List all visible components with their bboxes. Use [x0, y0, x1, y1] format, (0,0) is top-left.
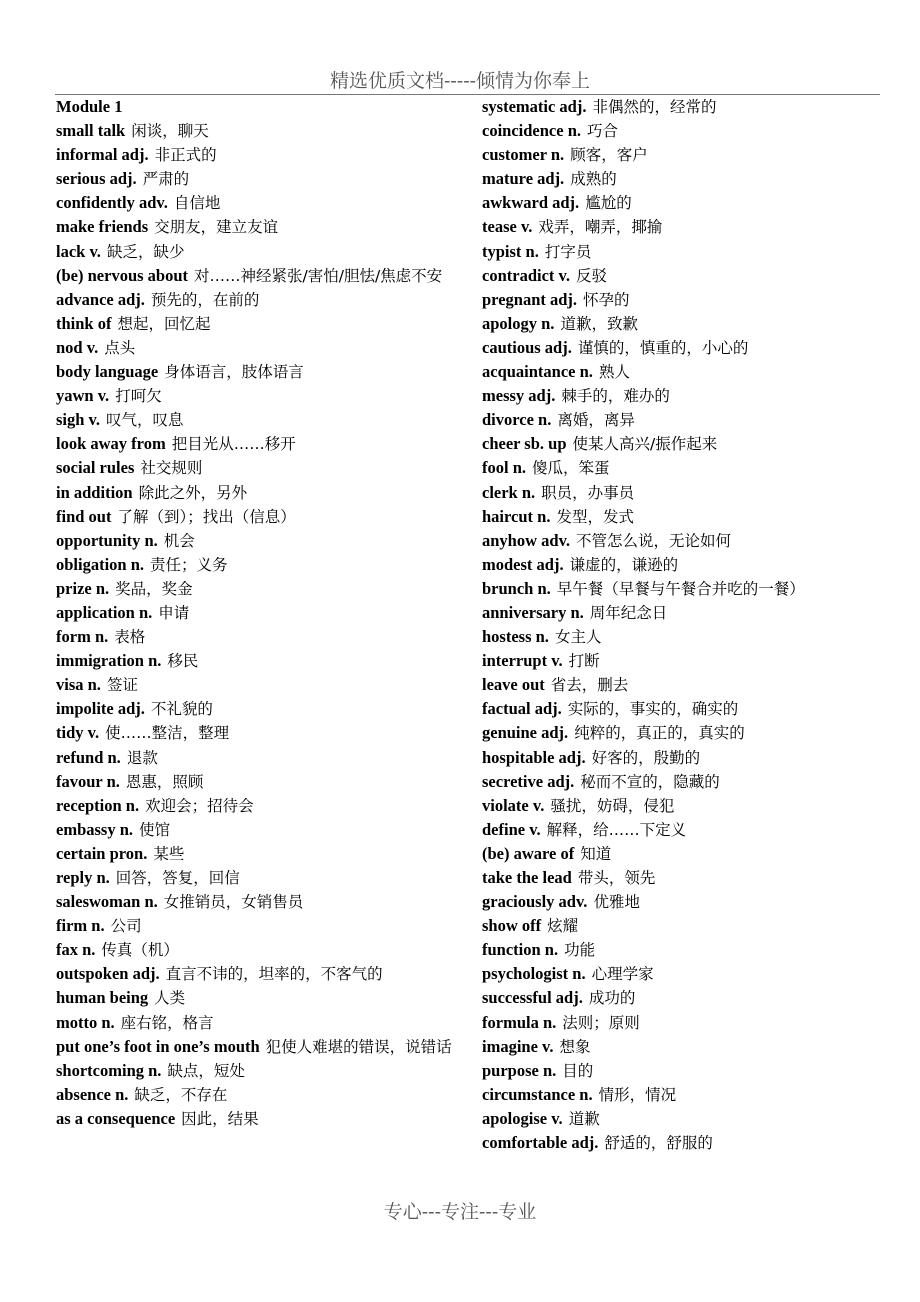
vocab-definition: 女推销员，女销售员 — [163, 893, 304, 912]
vocab-entry — [56, 625, 461, 649]
vocab-term: successful adj. — [482, 988, 583, 1008]
vocab-term: leave out — [482, 675, 545, 695]
vocab-entry — [56, 481, 461, 505]
vocab-entry — [56, 264, 461, 288]
vocab-definition: 非正式的 — [154, 146, 217, 165]
vocab-term: coincidence n. — [482, 121, 581, 141]
vocab-entry — [56, 119, 461, 143]
vocab-entry — [482, 95, 882, 119]
vocab-entry — [482, 890, 882, 914]
vocab-definition: 打断 — [568, 652, 600, 671]
vocab-term: secretive adj. — [482, 771, 575, 791]
vocab-term: circumstance n. — [482, 1084, 593, 1104]
vocab-entry — [56, 408, 461, 432]
vocab-term: outspoken adj. — [56, 964, 160, 984]
vocab-entry — [482, 625, 882, 649]
vocab-term: application n. — [56, 602, 153, 622]
vocab-definition: 知道 — [580, 844, 612, 863]
vocab-definition: 对……神经紧张/害怕/胆怯/焦虑不安 — [194, 266, 443, 285]
vocab-term: contradict v. — [482, 265, 570, 285]
vocab-definition: 除此之外，另外 — [138, 483, 248, 502]
vocab-term: embassy n. — [56, 819, 134, 839]
vocab-entry — [56, 697, 461, 721]
vocab-entry — [482, 456, 882, 480]
vocab-term: interrupt v. — [482, 651, 563, 671]
vocab-definition: 打字员 — [544, 242, 592, 261]
vocab-definition: 谨慎的，慎重的，小心的 — [577, 338, 749, 357]
vocab-definition: 法则；原则 — [562, 1013, 640, 1032]
vocab-definition: 严肃的 — [142, 170, 190, 189]
vocab-entry — [482, 1035, 882, 1059]
vocab-definition: 缺乏，缺少 — [106, 242, 185, 261]
vocab-definition: 申请 — [158, 603, 190, 622]
vocab-entry — [56, 288, 461, 312]
vocab-definition: 道歉，致歉 — [560, 314, 638, 333]
vocab-definition: 移民 — [167, 652, 199, 671]
vocab-entry — [482, 866, 882, 890]
vocab-entry — [56, 167, 461, 191]
vocab-definition: 带头，领先 — [577, 869, 656, 887]
vocab-entry — [482, 1131, 882, 1155]
vocab-term: fax n. — [56, 940, 96, 960]
vocab-definition: 公司 — [110, 917, 142, 936]
vocab-entry — [56, 553, 461, 577]
vocab-entry — [482, 770, 882, 794]
vocab-term: advance adj. — [56, 289, 145, 309]
vocab-term: graciously adv. — [482, 892, 588, 912]
vocab-term: shortcoming n. — [56, 1060, 162, 1080]
vocab-column-left — [56, 95, 461, 1131]
vocab-entry — [482, 1011, 882, 1035]
vocab-term: favour n. — [56, 771, 120, 791]
vocab-term: confidently adv. — [56, 193, 168, 213]
page-header: 精选优质文档-----倾情为你奉上 — [329, 70, 591, 92]
vocab-term: divorce n. — [482, 410, 552, 430]
vocab-term: social rules — [56, 458, 135, 478]
vocab-definition: 回答，答复，回信 — [115, 869, 240, 887]
vocab-definition: 成功的 — [588, 989, 636, 1008]
vocab-term: certain pron. — [56, 843, 148, 863]
vocab-term: visa n. — [56, 675, 101, 695]
vocab-definition: 非偶然的，经常的 — [592, 98, 717, 116]
vocab-entry — [482, 553, 882, 577]
vocab-definition: 了解（到）；找出（信息） — [117, 507, 296, 526]
vocab-term: look away from — [56, 434, 166, 454]
vocab-entry — [482, 312, 882, 336]
vocab-entry — [56, 456, 461, 480]
vocab-entry — [56, 721, 461, 745]
vocab-definition: 实际的，事实的，确实的 — [567, 700, 739, 719]
vocab-definition: 人类 — [154, 989, 186, 1008]
vocab-term: show off — [482, 916, 542, 936]
vocab-term: refund n. — [56, 747, 121, 767]
vocab-entry — [56, 215, 461, 239]
vocab-entry — [56, 384, 461, 408]
vocab-term: small talk — [56, 121, 126, 141]
vocab-definition: 把目光从……移开 — [171, 435, 296, 454]
vocab-definition: 目的 — [562, 1061, 594, 1080]
vocab-term: factual adj. — [482, 699, 562, 719]
vocab-definition: 女主人 — [554, 628, 602, 647]
vocab-definition: 退款 — [126, 748, 158, 767]
vocab-term: apologise v. — [482, 1108, 563, 1128]
vocab-entry — [56, 1059, 461, 1083]
vocab-term: think of — [56, 313, 112, 333]
vocab-definition: 谦虚的，谦逊的 — [569, 555, 679, 574]
vocab-definition: 使……整洁，整理 — [105, 724, 230, 743]
vocab-definition: 座右铭，格言 — [120, 1013, 214, 1032]
vocab-definition: 功能 — [564, 941, 596, 960]
vocab-definition: 戏弄，嘲弄，揶揄 — [538, 218, 663, 237]
page-footer: 专心---专注---专业 — [383, 1201, 537, 1223]
vocab-definition: 奖品，奖金 — [115, 579, 193, 598]
vocab-entry — [482, 962, 882, 986]
vocab-entry — [56, 360, 461, 384]
vocab-entry — [56, 191, 461, 215]
vocab-entry — [482, 360, 882, 384]
vocab-term: psychologist n. — [482, 964, 586, 984]
vocab-term: customer n. — [482, 145, 565, 165]
vocab-definition: 早午餐（早餐与午餐合并吃的一餐） — [556, 579, 805, 598]
vocab-definition: 傻瓜，笨蛋 — [532, 459, 610, 478]
vocab-term: body language — [56, 362, 159, 382]
vocab-term: motto n. — [56, 1012, 115, 1032]
vocab-definition: 签证 — [106, 676, 138, 695]
vocab-definition: 想起，回忆起 — [117, 314, 211, 333]
vocab-definition: 社交规则 — [140, 459, 203, 478]
vocab-term: (be) aware of — [482, 843, 575, 863]
vocab-definition: 交朋友，建立友谊 — [154, 218, 279, 237]
vocab-definition: 巧合 — [587, 122, 619, 141]
vocab-term: nod v. — [56, 337, 99, 357]
vocab-term: modest adj. — [482, 554, 564, 574]
vocab-entry — [482, 794, 882, 818]
vocab-term: form n. — [56, 627, 109, 647]
vocab-definition: 纯粹的，真正的，真实的 — [574, 724, 745, 743]
vocab-definition: 欢迎会；招待会 — [145, 796, 254, 815]
vocab-term: pregnant adj. — [482, 289, 578, 309]
vocab-term: mature adj. — [482, 169, 565, 189]
vocab-definition: 自信地 — [173, 194, 221, 213]
vocab-definition: 传真（机） — [101, 941, 179, 960]
vocab-term: yawn v. — [56, 386, 110, 406]
vocab-entry — [56, 818, 461, 842]
vocab-definition: 机会 — [163, 531, 195, 550]
vocab-entry — [56, 1083, 461, 1107]
vocab-entry — [482, 119, 882, 143]
vocab-entry — [56, 577, 461, 601]
vocab-entry — [482, 432, 882, 456]
vocab-term: human being — [56, 988, 149, 1008]
vocab-term: acquaintance n. — [482, 362, 593, 382]
vocab-entry — [56, 770, 461, 794]
vocab-entry — [56, 1107, 461, 1131]
vocab-entry — [482, 167, 882, 191]
vocab-definition: 犯使人难堪的错误，说错话 — [265, 1037, 452, 1056]
vocab-entry — [482, 384, 882, 408]
vocab-term: comfortable adj. — [482, 1133, 599, 1153]
vocab-entry — [482, 914, 882, 938]
vocab-definition: 职员，办事员 — [541, 483, 635, 502]
vocab-term: impolite adj. — [56, 699, 145, 719]
vocab-definition: 棘手的，难办的 — [561, 387, 670, 406]
vocab-term: firm n. — [56, 916, 105, 936]
vocab-term: hospitable adj. — [482, 747, 586, 767]
vocab-entry — [56, 336, 461, 360]
vocab-entry — [482, 215, 882, 239]
vocab-entry — [482, 288, 882, 312]
vocab-entry — [56, 601, 461, 625]
vocab-definition: 骚扰，妨碍，侵犯 — [550, 796, 675, 815]
vocab-term: reply n. — [56, 868, 110, 887]
vocab-entry — [482, 601, 882, 625]
vocab-definition: 好客的，殷勤的 — [591, 748, 701, 767]
vocab-term: purpose n. — [482, 1060, 557, 1080]
vocab-entry — [482, 240, 882, 264]
vocab-definition: 不礼貌的 — [150, 700, 213, 719]
vocab-entry — [482, 408, 882, 432]
vocab-entry — [482, 721, 882, 745]
vocab-term: fool n. — [482, 458, 527, 478]
vocab-entry — [482, 191, 882, 215]
vocab-definition: 预先的，在前的 — [150, 290, 260, 309]
vocab-definition: 责任；义务 — [150, 555, 228, 574]
vocab-entry — [482, 818, 882, 842]
vocab-term: sigh v. — [56, 410, 101, 430]
vocab-definition: 想象 — [559, 1037, 591, 1056]
vocab-definition: 成熟的 — [570, 170, 617, 189]
vocab-entry — [56, 866, 461, 890]
vocab-definition: 秘而不宣的，隐藏的 — [580, 772, 720, 791]
vocab-definition: 熟人 — [598, 363, 630, 382]
vocab-definition: 某些 — [153, 844, 185, 863]
vocab-entry — [482, 1083, 882, 1107]
vocab-definition: 因此，结果 — [181, 1109, 259, 1128]
vocab-term: function n. — [482, 940, 559, 960]
vocab-term: saleswoman n. — [56, 892, 158, 912]
vocab-term: apology n. — [482, 313, 555, 333]
vocab-definition: 情形，情况 — [598, 1085, 677, 1104]
vocab-term: brunch n. — [482, 578, 551, 598]
vocab-term: immigration n. — [56, 651, 162, 671]
vocab-entry — [56, 986, 461, 1010]
vocab-definition: 使馆 — [139, 820, 171, 839]
vocab-entry — [56, 914, 461, 938]
vocab-entry — [482, 143, 882, 167]
vocab-definition: 发型，发式 — [556, 507, 634, 526]
vocab-definition: 直言不讳的，坦率的，不客气的 — [165, 965, 383, 984]
vocab-entry — [56, 746, 461, 770]
vocab-term: find out — [56, 506, 112, 526]
vocab-term: take the lead — [482, 868, 572, 887]
vocab-entry — [56, 1011, 461, 1035]
vocab-entry — [482, 986, 882, 1010]
vocab-definition: 炫耀 — [547, 917, 579, 936]
vocab-term: lack v. — [56, 241, 101, 261]
vocab-term: make friends — [56, 217, 149, 237]
vocab-term: prize n. — [56, 578, 110, 598]
vocab-definition: 怀孕的 — [583, 290, 630, 309]
vocab-definition: 缺点，短处 — [167, 1061, 245, 1080]
vocab-term: reception n. — [56, 795, 140, 815]
vocab-entry — [482, 529, 882, 553]
vocab-term: cheer sb. up — [482, 434, 567, 454]
vocab-definition: 省去，删去 — [550, 676, 629, 695]
vocab-entry — [482, 1107, 882, 1131]
vocab-entry — [482, 649, 882, 673]
vocab-entry — [56, 312, 461, 336]
vocab-term: anniversary n. — [482, 602, 584, 622]
vocab-definition: 反驳 — [576, 266, 608, 285]
vocab-entry — [482, 336, 882, 360]
vocab-entry — [482, 842, 882, 866]
vocab-entry — [56, 794, 461, 818]
vocab-definition: 叹气，叹息 — [106, 411, 184, 430]
vocab-entry — [56, 95, 461, 119]
vocab-definition: 道歉 — [568, 1109, 600, 1128]
vocab-definition: 缺乏，不存在 — [134, 1085, 228, 1104]
vocab-term: systematic adj. — [482, 97, 587, 116]
vocab-entry — [56, 649, 461, 673]
vocab-term: define v. — [482, 819, 541, 839]
vocab-term: in addition — [56, 482, 133, 502]
vocab-entry — [482, 697, 882, 721]
vocab-entry — [482, 746, 882, 770]
vocab-term: cautious adj. — [482, 337, 572, 357]
vocab-entry — [482, 481, 882, 505]
vocab-definition: 恩惠，照顾 — [125, 772, 204, 791]
vocab-term: anyhow adv. — [482, 530, 571, 550]
vocab-term: tidy v. — [56, 723, 100, 743]
vocab-term: messy adj. — [482, 386, 556, 406]
vocab-entry — [482, 1059, 882, 1083]
vocab-entry — [56, 529, 461, 553]
vocab-entry — [482, 264, 882, 288]
vocab-definition: 尴尬的 — [585, 194, 632, 213]
vocab-term: put one’s foot in one’s mouth — [56, 1036, 260, 1056]
vocab-term: violate v. — [482, 795, 545, 815]
vocab-entry — [56, 890, 461, 914]
vocab-entry — [56, 938, 461, 962]
vocab-entry — [56, 1035, 461, 1059]
vocab-term: absence n. — [56, 1084, 129, 1104]
vocab-term: hostess n. — [482, 627, 549, 647]
vocab-term: tease v. — [482, 217, 533, 237]
vocab-definition: 解释，给……下定义 — [546, 820, 687, 839]
vocab-definition: 点头 — [104, 338, 136, 357]
vocab-entry — [482, 673, 882, 697]
vocab-term: typist n. — [482, 241, 539, 261]
vocab-definition: 表格 — [114, 628, 146, 647]
vocab-column-right — [482, 95, 882, 1155]
vocab-definition: 使某人高兴/振作起来 — [572, 435, 718, 454]
vocab-definition: 周年纪念日 — [589, 603, 668, 622]
vocab-term: obligation n. — [56, 554, 145, 574]
vocab-term: informal adj. — [56, 145, 149, 165]
vocab-entry — [56, 962, 461, 986]
vocab-term: (be) nervous about — [56, 265, 189, 285]
vocab-entry — [56, 240, 461, 264]
vocab-entry — [56, 432, 461, 456]
vocab-term: as a consequence — [56, 1108, 176, 1128]
vocab-definition: 身体语言，肢体语言 — [164, 363, 304, 382]
vocab-term: clerk n. — [482, 482, 536, 502]
vocab-term: awkward adj. — [482, 193, 580, 213]
vocab-term: imagine v. — [482, 1036, 554, 1056]
vocab-term: haircut n. — [482, 506, 551, 526]
vocab-definition: 离婚，离异 — [557, 411, 635, 430]
vocab-definition: 打呵欠 — [115, 387, 162, 406]
vocab-definition: 心理学家 — [591, 965, 654, 984]
vocab-entry — [482, 938, 882, 962]
vocab-definition: 闲谈，聊天 — [131, 122, 209, 141]
vocab-entry — [56, 505, 461, 529]
vocab-term: Module 1 — [56, 97, 123, 116]
vocab-term: formula n. — [482, 1012, 557, 1032]
vocab-entry — [482, 577, 882, 601]
vocab-definition: 顾客，客户 — [570, 146, 648, 165]
vocab-entry — [56, 143, 461, 167]
vocab-entry — [482, 505, 882, 529]
vocab-term: opportunity n. — [56, 530, 158, 550]
vocab-entry — [56, 673, 461, 697]
vocab-term: genuine adj. — [482, 723, 569, 743]
vocab-term: serious adj. — [56, 169, 137, 189]
vocab-definition: 优雅地 — [593, 893, 640, 912]
vocab-entry — [56, 842, 461, 866]
vocab-definition: 不管怎么说，无论如何 — [576, 531, 732, 550]
vocab-definition: 舒适的，舒服的 — [604, 1134, 713, 1153]
